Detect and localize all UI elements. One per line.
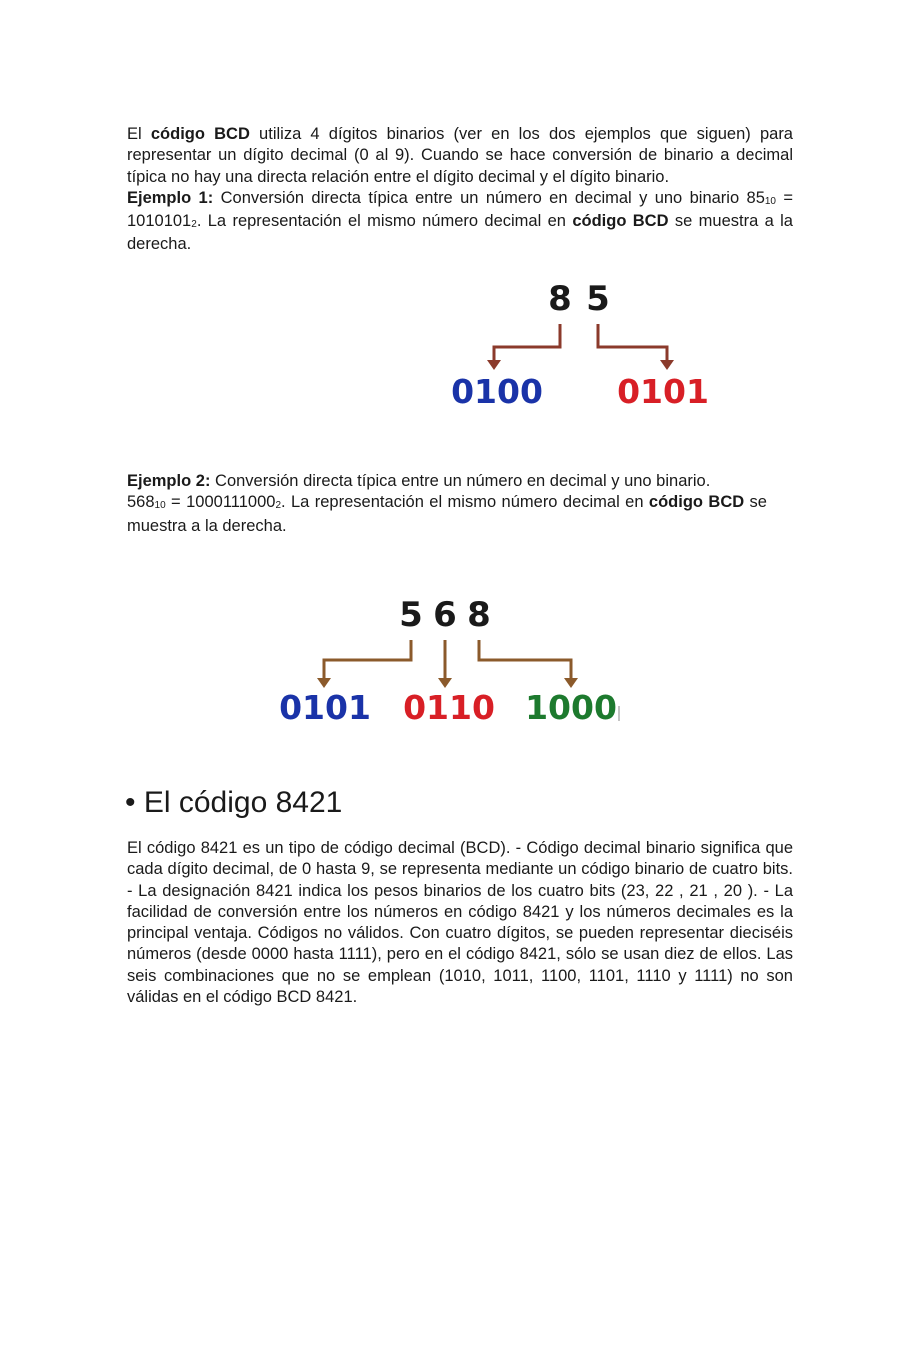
diagram2-digit-5: 5 bbox=[399, 595, 423, 635]
diagram2-digit-8: 8 bbox=[467, 595, 491, 635]
example1-bcd-term: código BCD bbox=[572, 212, 669, 231]
diagram1-digit-5: 5 bbox=[586, 279, 610, 319]
diagram2-bits-1000: 1000 bbox=[525, 688, 617, 727]
diagram1-digit-8: 8 bbox=[548, 279, 572, 319]
example2-paragraph bbox=[127, 471, 767, 537]
intro-text-2: utiliza 4 dígitos binarios (ver en los dos ejemplos que siguen) para representar un dígito decimal (0 al 9). Cuando se hace conversión de binario a decimal típica no hay una directa relación entre el dígito decimal y el dígito binario. bbox=[127, 125, 793, 186]
example1-label: Ejemplo 1: bbox=[127, 188, 214, 207]
diagram2-arrow-left bbox=[317, 640, 411, 688]
example2-text-3: se muestra a la derecha. bbox=[127, 493, 767, 535]
intro-bcd-term: código BCD bbox=[150, 125, 250, 143]
example1-text-3: se muestra a la derecha. bbox=[127, 212, 793, 254]
example2-label: Ejemplo 2: bbox=[127, 472, 211, 490]
diagram2-arrow-middle bbox=[438, 640, 452, 688]
example2-equals: = bbox=[165, 493, 187, 512]
section-title: El código 8421 bbox=[143, 786, 343, 819]
example1-binary-base: 2 bbox=[191, 219, 197, 231]
diagram2-bits-0110: 0110 bbox=[403, 688, 495, 727]
example1-text: Conversión directa típica entre un número en decimal y uno binario bbox=[213, 188, 747, 207]
example1-equals: = bbox=[776, 188, 794, 207]
example2-text: Conversión directa típica entre un número en decimal y uno binario. bbox=[210, 472, 711, 490]
example2-binary-base: 2 bbox=[275, 500, 281, 512]
section-heading bbox=[125, 786, 342, 820]
example1-text-2: . La representación el mismo número decimal en bbox=[196, 212, 573, 231]
diagram1-bits-0101: 0101 bbox=[617, 372, 709, 411]
section-body: El código 8421 es un tipo de código decimal (BCD). - Código decimal binario significa que cada dígito decimal, de 0 hasta 9, se representa mediante un código binario de cuatro bits. - La designación 8421 indica los pesos binarios de los cuatro bits (23, 22 , 21 , 20 ). - La facilidad de conversión entre los números en código 8421 y los números decimales es la principal ventaja. Códigos no válidos. Con cuatro dígitos, se pueden representar dieciséis números (desde 0000 hasta 1111), pero en el código 8421, sólo se usan diez de ellos. Las seis combinaciones que no se emplean (1010, 1011, 1100, 1101, 1110 y 1111) no son válidas en el código BCD 8421. bbox=[127, 839, 793, 1007]
diagram1-arrow-right bbox=[598, 324, 674, 370]
intro-text-1: El bbox=[127, 125, 151, 143]
diagram2-bits-0101: 0101 bbox=[279, 688, 371, 727]
bullet-icon: • bbox=[125, 786, 136, 819]
example2-binary: 1000111000 bbox=[186, 493, 276, 512]
example1-decimal: 85 bbox=[746, 188, 765, 207]
example1-binary: 1010101 bbox=[127, 212, 192, 231]
diagram-85 bbox=[451, 279, 709, 411]
diagram1-bits-0100: 0100 bbox=[451, 372, 543, 411]
diagram2-digit-6: 6 bbox=[433, 595, 457, 635]
diagram1-arrow-left bbox=[487, 324, 560, 370]
diagram2-arrow-right bbox=[479, 640, 578, 688]
example2-decimal: 568 bbox=[127, 493, 155, 512]
example2-text-2: . La representación el mismo número decimal en bbox=[281, 493, 649, 512]
diagram-568 bbox=[279, 595, 619, 727]
example2-decimal-base: 10 bbox=[154, 500, 166, 512]
example1-decimal-base: 10 bbox=[764, 195, 776, 207]
example2-bcd-term: código BCD bbox=[648, 493, 745, 512]
